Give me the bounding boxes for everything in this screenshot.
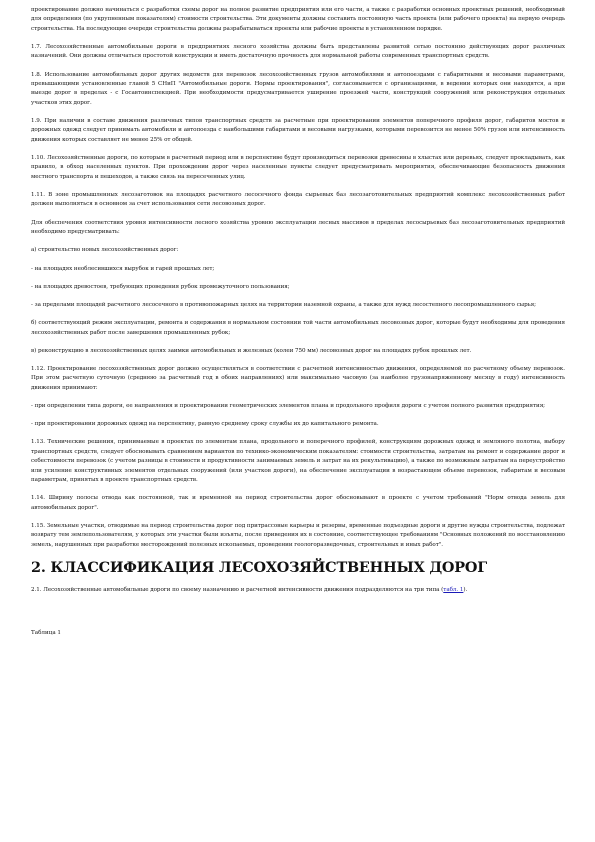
document-page xyxy=(31,6,565,639)
paragraph-1-11: 1.11. В зоне промышленных лесозаготовок на площадях расчетного лесосечного фонда сырьевых баз лесозаготовительных предприятий комплекс лесохозяйственных работ должен выполняться в основном за счет использования сети лесовозных дорог. xyxy=(31,192,565,208)
paragraph-1-8: 1.8. Использование автомобильных дорог других ведомств для перевозок лесохозяйственных грузов автомобилями и автопоездами с габаритными и весовыми параметрами, превышающими установленные главой 5 СНиП "Автомобильные дороги. Нормы проектирования", согласовывается с организациями, в ведении которых они находятся, а при выезде дорог в пределах - с Госавтоинспекцией. При необходимости предусматривается уширение проезжей части, конструкций сооружений или реконструкция отдельных участков этих дорог. xyxy=(31,71,565,106)
paragraph-bullet-3: - за пределами площадей расчетного лесосечного в противопожарных целях на территории наземной охраны, а также для нужд лесостепного лесопромышленного сырья; xyxy=(31,301,536,308)
paragraph-bullet-4: - при определении типа дороги, ее направления и проектировании геометрических элементов плана и продольного профиля дороги с учетом полного развития предприятия; xyxy=(31,402,546,409)
paragraph-1-12: 1.12. Проектирование лесохозяйственных дорог должно осуществляться в соответствии с расчетной интенсивностью движения, определяемой по расчетному объему перевозок. При этом расчетную суточную (среднюю за расчетный год в обоих направлениях) или максимально часовую (за наиболее грузонапряженному месяцу в году) интенсивность движения принимают: xyxy=(31,365,565,391)
paragraph-1-15: 1.15. Земельные участки, отводимые на период строительства дорог под притрассовые карьеры и резервы, временные подъездные дороги и другие нужды строительства, подлежат возврату тем землепользователям, у которых эти участки были изъяты, после приведения их в состояние, соответствующее требованиям "Основных положений по восстановлению земель, нарушенных при разработке месторождений полезных ископаемых, проведении геологоразведочных, строительных и иных работ". xyxy=(31,522,565,548)
paragraph-item-c: в) реконструкцию в лесохозяйственных целях заимки автомобильных и железных (колеи 750 мм) лесовозных дорог на площадях рубок прошлых лет. xyxy=(31,347,472,354)
paragraph-bullet-2: - на площадях древостоев, требующих проведения рубок промежуточного пользования; xyxy=(31,283,290,290)
section-heading: 2. КЛАССИФИКАЦИЯ ЛЕСОХОЗЯЙСТВЕННЫХ ДОРОГ xyxy=(31,558,487,576)
paragraph-item-b: б) соответствующий режим эксплуатации, ремонта и содержания в нормальном состоянии той части автомобильных лесовозных дорог, которые будут необходимы для проведения лесохозяйственных работ после завершения промышленных рубок; xyxy=(31,320,565,336)
paragraph-1-13: 1.13. Технические решения, принимаемые в проектах по элементам плана, продольного и поперечного профилей, конструкциям дорожных одежд и земляного полотна, выбору транспортных средств, следует обосновывать сравнением вариантов по технико-экономическим показателям: стоимости строительства, затратам на ремонт и содержание дорог и себестоимости перевозок (с учетом разницы в стоимости и продуктивности занимаемых земель и затрат на их рекультивацию), а также по возможным затратам на переустройство или усиление конструктивных элементов отдельных сооружений (или участков дороги), на обеспечение эксплуатации в возрастающем объеме перевозок, габаритам и весовым параметрам, принятых в проекте транспортных средств. xyxy=(31,439,565,483)
paragraph-item-a: а) строительство новых лесохозяйственных дорог: xyxy=(31,247,179,254)
table-1-link[interactable]: табл. 1 xyxy=(443,586,464,593)
paragraph-1-14: 1.14. Ширину полосы отвода как постоянной, так и временной на период строительства дорог обосновывают в проекте с учетом требований "Норм отвода земель для автомобильных дорог". xyxy=(31,495,565,511)
paragraph-2-1-text: 2.1. Лесохозяйственные автомобильные дороги по своему назначению и расчетной интенсивности движения подразделяются на три типа ( xyxy=(31,586,444,593)
paragraph-1-10: 1.10. Лесохозяйственные дороги, по которым в расчетный период или в перспективе будут производиться перевозки древесины в хлыстах или деревьях, следует прокладывать, как правило, в обход населенных пунктов. При прохождении дорог через населенные пункты следует предусматривать мероприятия, обеспечивающие безопасность движения местного транспорта и пешеходов, а также связь на пересеченных улиц. xyxy=(31,155,565,180)
table-caption: Таблица 1 xyxy=(31,630,61,637)
paragraph-1-9: 1.9. При наличии в составе движения различных типов транспортных средств за расчетные при проектировании элементов поперечного профиля дорог, габаритов мостов и дорожных одежд следует принимать автомобили и автопоезда с наибольшими габаритами и весовыми нагрузками, которыми перевозится не менее 50% грузов или интенсивность движения которых составляет не менее 25% от общей. xyxy=(31,118,565,143)
paragraph-1-7: 1.7. Лесохозяйственные автомобильные дороги в предприятиях лесного хозяйства должны быть представлены развитой сетью постоянно действующих дорог различных назначений. Они должны отличаться простотой конструкции и иметь достаточную прочность для нормальной работы современных транспортных средств. xyxy=(31,44,565,60)
paragraph-2-1-end: ). xyxy=(463,586,468,593)
paragraph-provision: Для обеспечения соответствия уровня интенсивности лесного хозяйства уровню эксплуатации лесных массивов в пределах лесосырьевых баз лесозаготовительных предприятий необходимо предусматривать: xyxy=(31,219,565,236)
paragraph-2-1 xyxy=(31,586,565,595)
paragraph-bullet-1: - на площадях необлесившихся вырубок и гарей прошлых лет; xyxy=(31,265,215,272)
paragraph-bullet-5: - при проектировании дорожных одежд на перспективу, равную среднему сроку службы их до капитального ремонта. xyxy=(31,421,379,428)
paragraph-intro: проектирование должно начинаться с разработки схемы дорог на полное развитие предприятия или его части, а также с разработки основных проектных решений, необходимый для определения (по укрупненным показателям) стоимости строительства. Эти документы должны составить постоянную часть проекта (или рабочего проекта) на первую очередь строительства. На последующие очереди строительства должны разрабатываться проекты или рабочие проекты в установленном порядке. xyxy=(31,7,565,32)
